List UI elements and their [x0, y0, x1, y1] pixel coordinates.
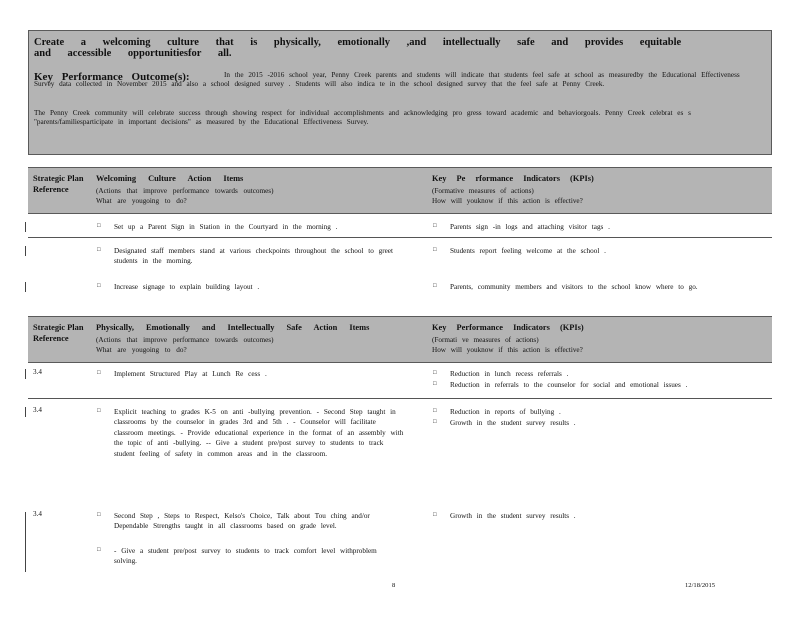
row-divider: [28, 237, 772, 238]
kpi-item: Students report feeling welcome at the school .: [450, 247, 606, 255]
kpi-column-question: How will youknow if this action is effective?: [432, 197, 583, 205]
plan-reference: 3.4: [33, 368, 42, 376]
kpi-item: Reduction in referrals to the counselor for social and emotional issues .: [450, 381, 688, 389]
action-item: Second Step , Steps to Respect, Kelso's Choice, Talk about Tou ching and/or Dependable Strengths taught in all classrooms based on grade level.: [114, 512, 370, 530]
margin-bar: [25, 282, 26, 292]
bullet-icon: □: [433, 370, 437, 376]
footer-date: 12/18/2015: [685, 582, 716, 589]
action-item: Designated staff members stand at various checkpoints throughout the school to greet students in the morning.: [114, 247, 393, 265]
plan-reference: 3.4: [33, 406, 42, 414]
action-column-subtitle: (Actions that improve performance towards outcomes): [96, 187, 274, 195]
bullet-icon: □: [433, 419, 437, 425]
row-divider: [28, 398, 772, 399]
kpi-column-title: Key Pe rformance Indicators (KPIs): [432, 174, 594, 183]
section1-header: [28, 167, 772, 214]
action-item: Implement Structured Play at Lunch Re cess .: [114, 370, 267, 378]
kpi-item: Parents, community members and visitors to the school know where to go.: [450, 283, 698, 291]
margin-bar: [25, 512, 26, 572]
kpi-item: Growth in the student survey results .: [450, 419, 576, 427]
kpo-label: Key Performance Outcome(s):: [34, 71, 190, 83]
kpi-item: Reduction in reports of bullying .: [450, 408, 561, 416]
section2-header: [28, 316, 772, 363]
margin-bar: [25, 222, 26, 232]
margin-bar: [25, 407, 26, 417]
kpi-column-question: How will youknow if this action is effective?: [432, 346, 583, 354]
plan-reference: 3.4: [33, 510, 42, 518]
action-column-title: Physically, Emotionally and Intellectually Safe Action Items: [96, 323, 370, 332]
action-item: - Give a student pre/post survey to students to track comfort level withproblem solving.: [114, 547, 377, 565]
action-column-question: What are yougoing to do?: [96, 197, 187, 205]
bullet-icon: □: [97, 547, 101, 553]
bullet-icon: □: [433, 512, 437, 518]
kpi-column-subtitle: (Formati ve measures of actions): [432, 336, 539, 344]
bullet-icon: □: [433, 247, 437, 253]
action-column-question: What are yougoing to do?: [96, 346, 187, 354]
action-column-subtitle: (Actions that improve performance towards outcomes): [96, 336, 274, 344]
page-number: 8: [392, 582, 396, 589]
kpi-item: Reduction in lunch recess referrals .: [450, 370, 569, 378]
ref-column-header: Strategic Plan Reference: [33, 323, 84, 343]
bullet-icon: □: [97, 283, 101, 289]
kpi-item: Parents sign -in logs and attaching visitor tags .: [450, 223, 610, 231]
bullet-icon: □: [433, 381, 437, 387]
action-column-title: Welcoming Culture Action Items: [96, 174, 244, 183]
bullet-icon: □: [97, 247, 101, 253]
bullet-icon: □: [433, 223, 437, 229]
goal-title: Create a welcoming culture that is physically, emotionally ,and intellectually safe and provides equitable and accessible opportunitiesfor all.: [34, 37, 682, 59]
action-item: Set up a Parent Sign in Station in the Courtyard in the morning .: [114, 223, 338, 231]
kpi-column-title: Key Performance Indicators (KPIs): [432, 323, 584, 332]
bullet-icon: □: [433, 283, 437, 289]
kpi-item: Growth in the student survey results .: [450, 512, 576, 520]
kpi-column-subtitle: (Formative measures of actions): [432, 187, 534, 195]
community-paragraph: The Penny Creek community will celebrate success through showing respect for individual accomplishments and acknowledging pro gress toward academic and behaviorgoals. Penny Creek celebrat es s "parents/familiesparticipate in important decisions" as measured by the Educational Effectiveness Survey.: [34, 109, 691, 127]
margin-bar: [25, 369, 26, 379]
bullet-icon: □: [97, 223, 101, 229]
bullet-icon: □: [97, 370, 101, 376]
action-item: Explicit teaching to grades K-5 on anti -bullying prevention. - Second Step taught in classrooms by the counselor in grades 3rd and 5th . - Counselor will facilitate classroom meetings. - Provide educational experience in the format of an assembly with the topic of anti -bullying. -- Give a student pre/post survey to students to track student feeling of safety in common areas and in the classroom.: [114, 408, 404, 458]
bullet-icon: □: [97, 512, 101, 518]
action-item: Increase signage to explain building layout .: [114, 283, 260, 291]
bullet-icon: □: [433, 408, 437, 414]
goal-box: [28, 30, 772, 155]
ref-column-header: Strategic Plan Reference: [33, 174, 84, 194]
kpo-text: In the 2015 -2016 school year, Penny Creek parents and students will indicate that students feel safe at school as measuredby the Educational Effectiveness Survey data collected in November 2015 and also a school designed survey . Students will also indica te in the school designed survey that the feel safe at Penny Creek.: [34, 71, 740, 89]
margin-bar: [25, 246, 26, 256]
bullet-icon: □: [97, 408, 101, 414]
